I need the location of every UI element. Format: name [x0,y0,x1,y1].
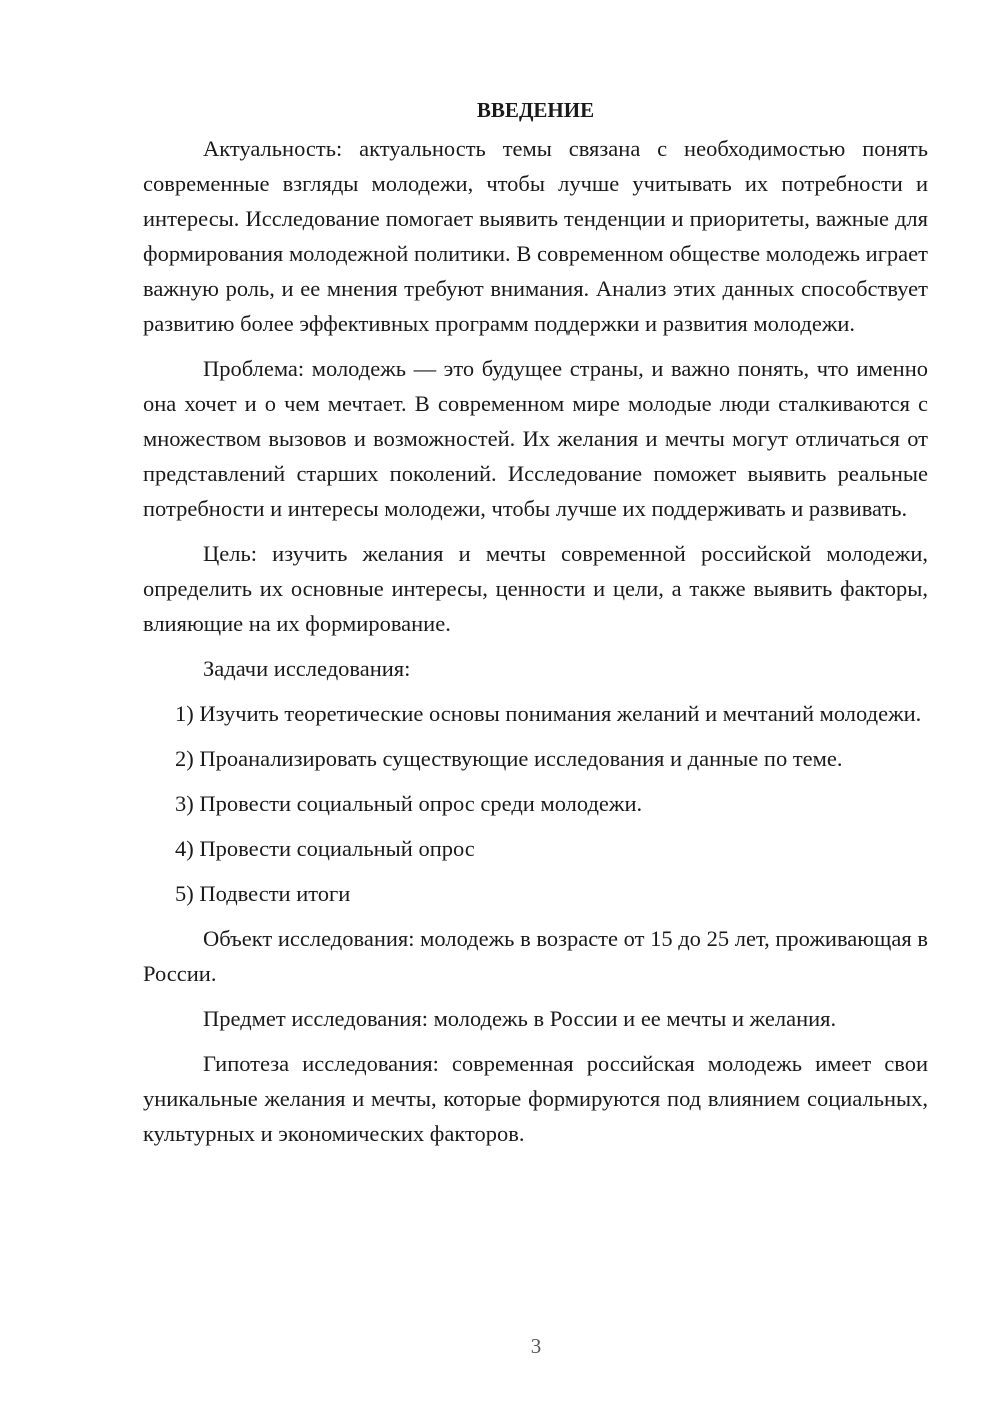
paragraph-tasks-heading: Задачи исследования: [203,656,411,681]
task-item-1: 1) Изучить теоретические основы понимания желаний и мечтаний молодежи. [175,701,922,726]
paragraph-object: Объект исследования: молодежь в возрасте от 15 до 25 лет, проживающая в России. [143,926,928,986]
paragraph-problem: Проблема: молодежь — это будущее страны, и важно понять, что именно она хочет и о чем мечтает. В современном мире молодые люди сталкиваются с множеством вызовов и возможностей. Их желания и мечты могут отличаться от представлений старших поколений. Исследование поможет выявить реальные потребности и интересы молодежи, чтобы лучше их поддерживать и развивать. [143,356,928,521]
paragraph-hypothesis: Гипотеза исследования: современная российская молодежь имеет свои уникальные желания и мечты, которые формируются под влиянием социальных, культурных и экономических факторов. [143,1051,928,1146]
task-item-4: 4) Провести социальный опрос [175,836,475,861]
task-item-2: 2) Проанализировать существующие исследования и данные по теме. [175,746,843,771]
section-title: ВВЕДЕНИЕ [476,98,595,122]
paragraph-goal: Цель: изучить желания и мечты современной российской молодежи, определить их основные интересы, ценности и цели, а также выявить факторы, влияющие на их формирование. [143,541,928,636]
task-item-3: 3) Провести социальный опрос среди молодежи. [175,791,643,816]
document-body [143,93,928,1161]
task-item-5: 5) Подвести итоги [175,881,351,906]
paragraph-subject: Предмет исследования: молодежь в России и ее мечты и желания. [203,1006,837,1031]
paragraph-relevance: Актуальность: актуальность темы связана с необходимостью понять современные взгляды молодежи, чтобы лучше учитывать их потребности и интересы. Исследование помогает выявить тенденции и приоритеты, важные для формирования молодежной политики. В современном обществе молодежь играет важную роль, и ее мнения требуют внимания. Анализ этих данных способствует развитию более эффективных программ поддержки и развития молодежи. [143,136,928,336]
page-number: 3 [530,1334,542,1358]
